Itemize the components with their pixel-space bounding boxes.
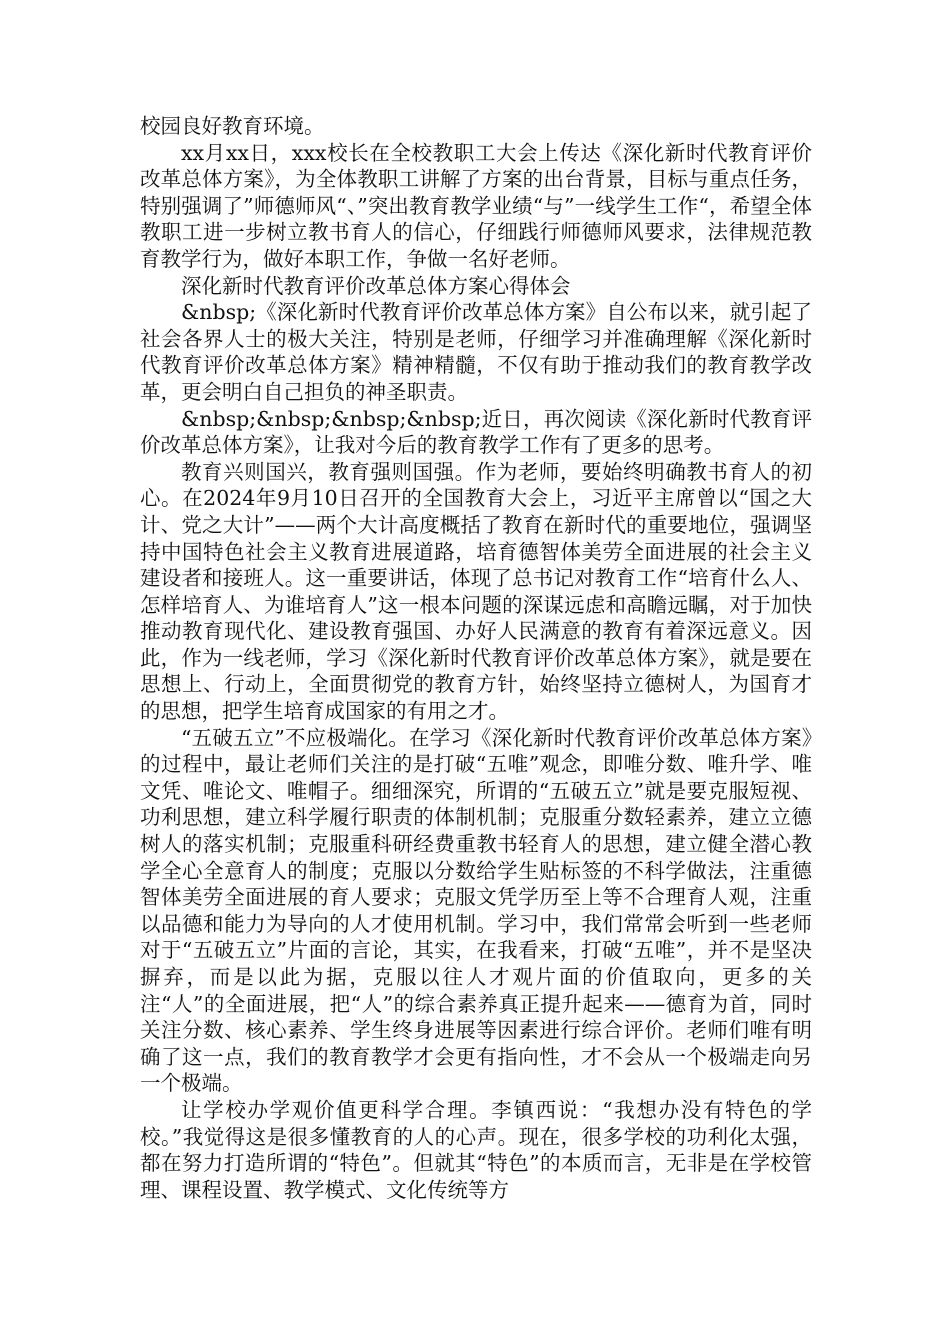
paragraph-school-values: 让学校办学观价值更科学合理。李镇西说：“我想办没有特色的学校。”我觉得这是很多懂教育的人的心声。现在，很多学校的功利化太强，都在努力打造所谓的“特色”。但就其“特色”的本质而言，无非是在学校管理、课程设置、教学模式、文化传统等方 <box>140 1097 812 1202</box>
paragraph-five-breaks: “五破五立”不应极端化。在学习《深化新时代教育评价改革总体方案》的过程中，最让老师们关注的是打破“五唯”观念，即唯分数、唯升学、唯文凭、唯论文、唯帽子。细细深究，所谓的“五破五立”就是要克服短视、功利思想，建立科学履行职责的体制机制；克服重分数轻素养，建立立德树人的落实机制；克服重科研经费重教书轻育人的思想，建立健全潜心教学全心全意育人的制度；克服以分数给学生贴标签的不科学做法，注重德智体美劳全面进展的育人要求；克服文凭学历至上等不合理育人观，注重以品德和能力为导向的人才使用机制。学习中，我们常常会听到一些老师对于“五破五立”片面的言论，其实，在我看来，打破“五唯”，并不是坚决摒弃，而是以此为据，克服以往人才观片面的价值取向，更多的关注“人”的全面进展，把“人”的综合素养真正提升起来——德育为首，同时关注分数、核心素养、学生终身进展等因素进行综合评价。老师们唯有明确了这一点，我们的教育教学才会更有指向性，才不会从一个极端走向另一个极端。 <box>140 725 812 1096</box>
paragraph-education-mission: 教育兴则国兴，教育强则国强。作为老师，要始终明确教书育人的初心。在2024年9月10日召开的全国教育大会上，习近平主席曾以“国之大计、党之大计”——两个大计高度概括了教育在新时代的重要地位，强调坚持中国特色社会主义教育进展道路，培育德智体美劳全面进展的社会主义建设者和接班人。这一重要讲话，体现了总书记对教育工作“培育什么人、怎样培育人、为谁培育人”这一根本问题的深谋远虑和高瞻远瞩，对于加快推动教育现代化、建设教育强国、办好人民满意的教育有着深远意义。因此，作为一线老师，学习《深化新时代教育评价改革总体方案》，就是要在思想上、行动上，全面贯彻党的教育方针，始终坚持立德树人，为国育才的思想，把学生培育成国家的有用之才。 <box>140 459 812 724</box>
section-heading: 深化新时代教育评价改革总体方案心得体会 <box>181 273 571 298</box>
paragraph-intro: &nbsp;《深化新时代教育评价改革总体方案》自公布以来，就引起了社会各界人士的极大关注，特别是老师，仔细学习并准确理解《深化新时代教育评价改革总体方案》精神精髓，不仅有助于推动我们的教育教学改革，更会明白自己担负的神圣职责。 <box>140 300 812 404</box>
paragraph-recent-reading: &nbsp;&nbsp;&nbsp;&nbsp;近日，再次阅读《深化新时代教育评价改革总体方案》，让我对今后的教育教学工作有了更多的思考。 <box>140 406 812 458</box>
paragraph-meeting-report: xx月xx日，xxx校长在全校教职工大会上传达《深化新时代教育评价改革总体方案》，为全体教职工讲解了方案的出台背景，目标与重点任务，特别强调了”师德师风“、”突出教育教学业绩“与”一线学生工作“，希望全体教职工进一步树立教书育人的信心，仔细践行师德师风要求，法律规范教育教学行为，做好本职工作，争做一名好老师。 <box>140 140 812 271</box>
document-body <box>140 113 812 1203</box>
paragraph-continuation: 校园良好教育环境。 <box>140 114 325 138</box>
